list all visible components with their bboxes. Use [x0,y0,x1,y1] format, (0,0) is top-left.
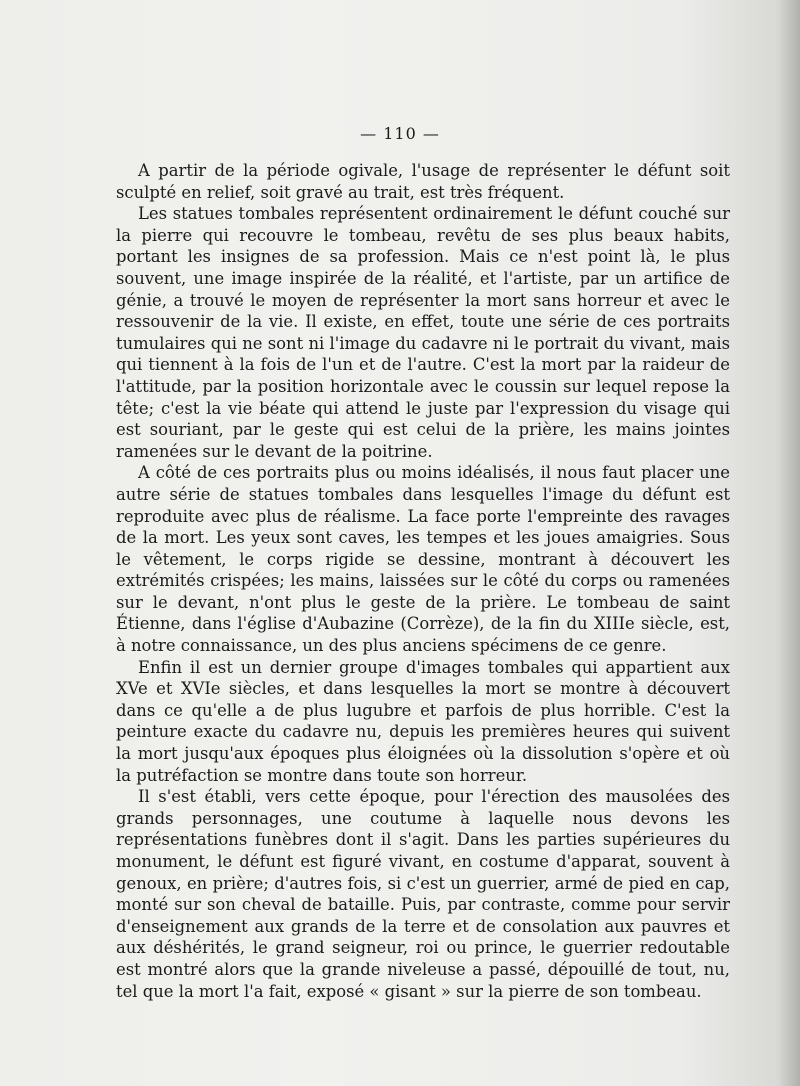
page-number: — 110 — [360,124,440,143]
paragraph-5: Il s'est établi, vers cette époque, pour l'érection des mausolées des grands personnages, une coutume à laquelle nous devons les représentations funèbres dont il s'agit. Dans les parties supérieures du monument, le défunt est figuré vivant, en costume d'apparat, souvent à genoux, en prière; d'autres fois, si c'est un guerrier, armé de pied en cap, monté sur son cheval de bataille. Puis, par contraste, comme pour servir d'enseignement aux grands de la terre et de consolation aux pauvres et aux déshérités, le grand seigneur, roi ou prince, le guerrier redoutable est montré alors que la grande niveleuse a passé, dépouillé de tout, nu, tel que la mort l'a fait, exposé « gisant » sur la pierre de son tombeau. [116,787,730,1001]
paragraph-2: Les statues tombales représentent ordinairement le défunt couché sur la pierre qui recouvre le tombeau, revêtu de ses plus beaux habits, portant les insignes de sa profession. Mais ce n'est point là, le plus souvent, une image inspirée de la réalité, et l'artiste, par un artifice de génie, a trouvé le moyen de représenter la mort sans horreur et avec le ressouvenir de la vie. Il existe, en effet, toute une série de ces portraits tumulaires qui ne sont ni l'image du cadavre ni le portrait du vivant, mais qui tiennent à la fois de l'un et de l'autre. C'est la mort par la raideur de l'attitude, par la position horizontale avec le coussin sur lequel repose la tête; c'est la vie béate qui attend le juste par l'expression du visage qui est souriant, par le geste qui est celui de la prière, les mains jointes ramenées sur le devant de la poitrine. [116,204,730,461]
page-edge-shadow [778,0,800,1086]
paragraph-3: A côté de ces portraits plus ou moins idéalisés, il nous faut placer une autre série de statues tombales dans lesquelles l'image du défunt est reproduite avec plus de réalisme. La face porte l'empreinte des ravages de la mort. Les yeux sont caves, les tempes et les joues amaigries. Sous le vêtement, le corps rigide se dessine, montrant à découvert les extrémités crispées; les mains, laissées sur le côté du corps ou ramenées sur le devant, n'ont plus le geste de la prière. Le tombeau de saint Étienne, dans l'église d'Aubazine (Corrèze), de la fin du XIIIe siècle, est, à notre connaissance, un des plus anciens spécimens de ce genre. [116,463,730,656]
paragraph-4: Enfin il est un dernier groupe d'images tombales qui appartient aux XVe et XVIe siècles, et dans lesquelles la mort se montre à découvert dans ce qu'elle a de plus lugubre et parfois de plus horrible. C'est la peinture exacte du cadavre nu, depuis les premières heures qui suivent la mort jusqu'aux époques plus éloignées où la dissolution s'opère et où la putréfaction se montre dans toute son horreur. [116,657,730,785]
paragraph-1: A partir de la période ogivale, l'usage de représenter le défunt soit sculpté en relief, soit gravé au trait, est très fréquent. [116,161,730,202]
body-text [116,160,730,1002]
